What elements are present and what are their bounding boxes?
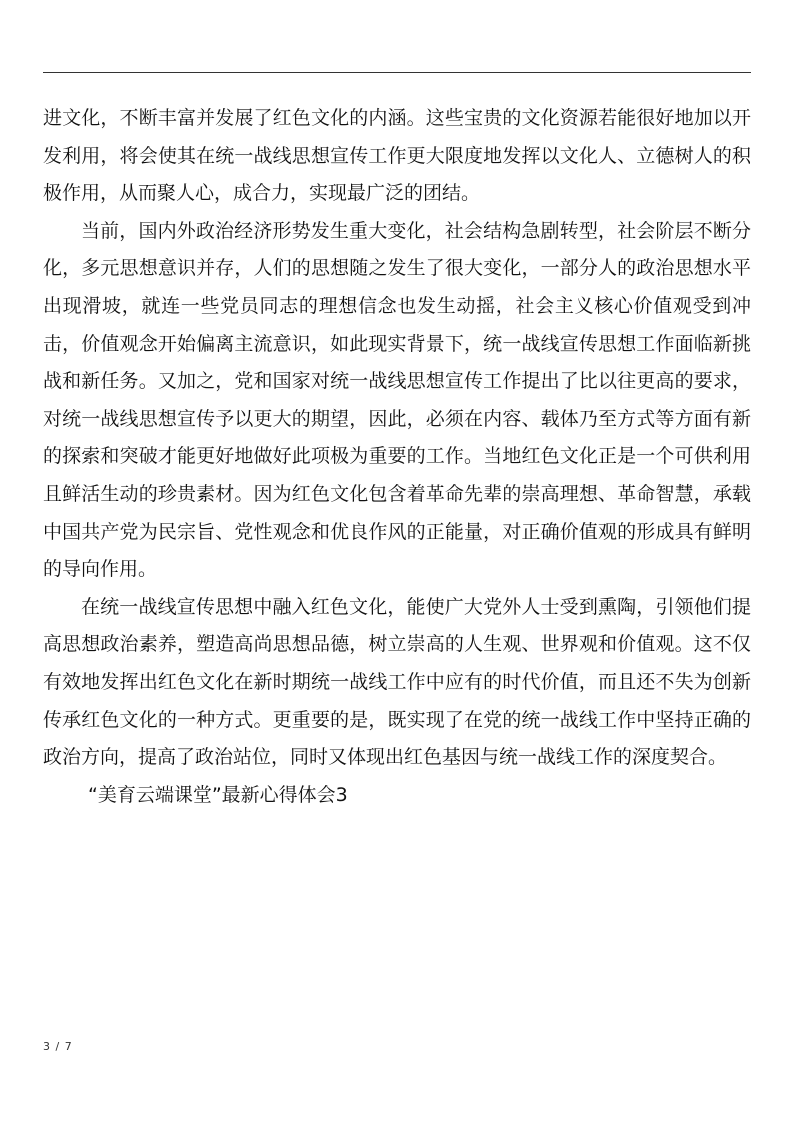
section-heading: “美育云端课堂”最新心得体会3 [88,783,348,806]
paragraph-1: 进文化，不断丰富并发展了红色文化的内涵。这些宝贵的文化资源若能很好地加以开发利用，将会使其在统一战线思想宣传工作更大限度地发挥以文化人、立德树人的积极作用，从而聚人心，成合力，实现最广泛的团结。 [43,107,751,205]
page-number: 3 / 7 [43,1040,73,1053]
header-rule [43,72,751,73]
paragraph-2: 当前，国内外政治经济形势发生重大变化，社会结构急剧转型，社会阶层不断分化，多元思想意识并存，人们的思想随之发生了很大变化，一部分人的政治思想水平出现滑坡，就连一些党员同志的理想信念也发生动摇，社会主义核心价值观受到冲击，价值观念开始偏离主流意识，如此现实背景下，统一战线宣传思想工作面临新挑战和新任务。又加之，党和国家对统一战线思想宣传工作提出了比以往更高的要求，对统一战线思想宣传予以更大的期望，因此，必须在内容、载体乃至方式等方面有新的探索和突破才能更好地做好此项极为重要的工作。当地红色文化正是一个可供利用且鲜活生动的珍贵素材。因为红色文化包含着革命先辈的崇高理想、革命智慧，承载中国共产党为民宗旨、党性观念和优良作风的正能量，对正确价值观的形成具有鲜明的导向作用。 [43,219,751,581]
document-body [43,100,751,814]
paragraph-3: 在统一战线宣传思想中融入红色文化，能使广大党外人士受到熏陶，引领他们提高思想政治素养，塑造高尚思想品德，树立崇高的人生观、世界观和价值观。这不仅有效地发挥出红色文化在新时期统一战线工作中应有的时代价值，而且还不失为创新传承红色文化的一种方式。更重要的是，既实现了在党的统一战线工作中坚持正确的政治方向，提高了政治站位，同时又体现出红色基因与统一战线工作的深度契合。 [43,595,751,769]
